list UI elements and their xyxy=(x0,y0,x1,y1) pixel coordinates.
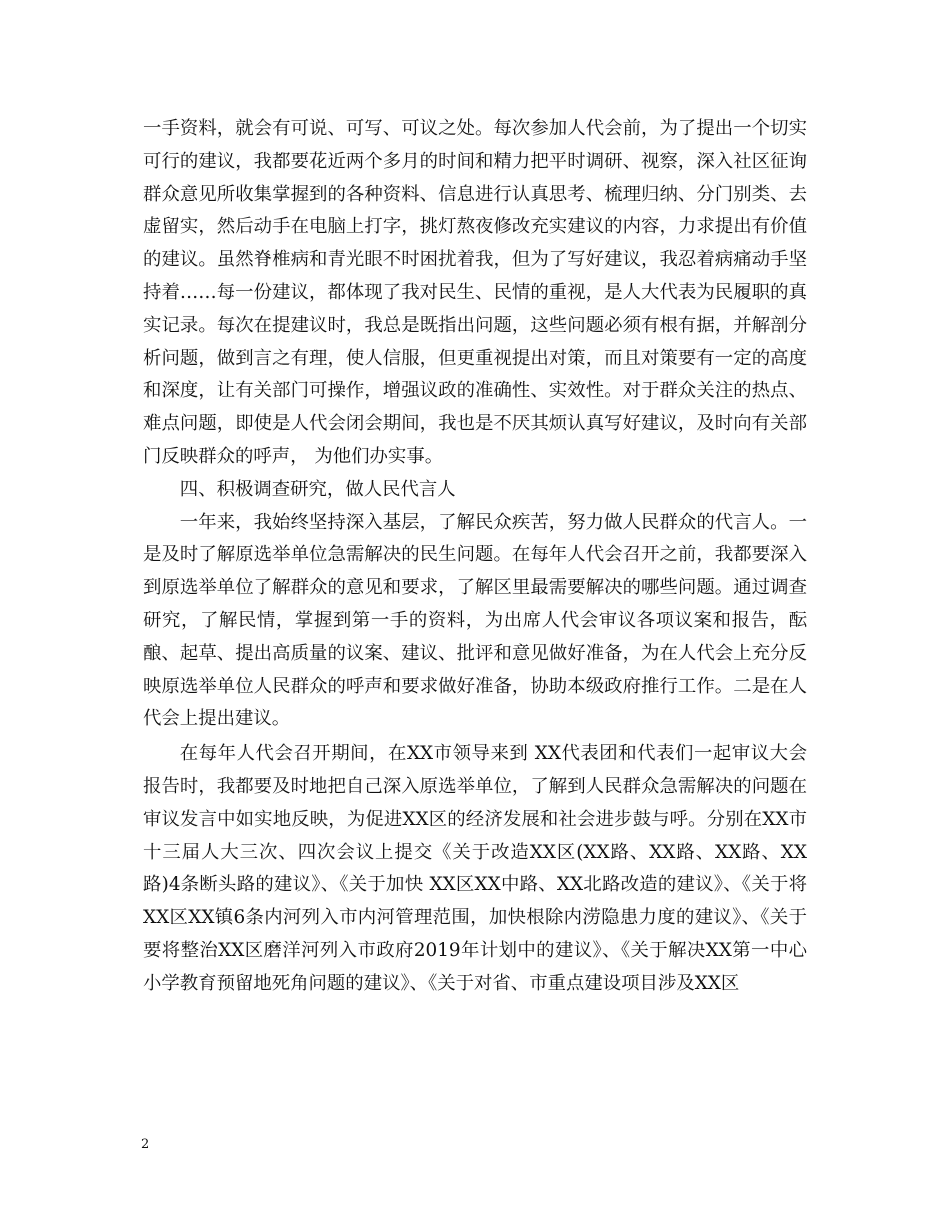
page-number: 2 xyxy=(141,1137,150,1152)
document-body xyxy=(143,113,807,1001)
paragraph-continuation: 一手资料，就会有可说、可写、可议之处。每次参加人代会前，为了提出一个切实可行的建议，我都要花近两个多月的时间和精力把平时调研、视察，深入社区征询群众意见所收集掌握到的各种资料、信息进行认真思考、梳理归纳、分门别类、去虚留实，然后动手在电脑上打字，挑灯熬夜修改充实建议的内容，力求提出有价值的建议。虽然脊椎病和青光眼不时困扰着我，但为了写好建议，我忍着病痛动手坚持着……每一份建议，都体现了我对民生、民情的重视，是人大代表为民履职的真实记录。每次在提建议时，我总是既指出问题，这些问题必须有根有据，并解剖分析问题，做到言之有理，使人信服，但更重视提出对策，而且对策要有一定的高度和深度，让有关部门可操作，增强议政的准确性、实效性。对于群众关注的热点、难点问题，即使是人代会闭会期间，我也是不厌其烦认真写好建议，及时向有关部门反映群众的呼声， 为他们办实事。 xyxy=(143,118,807,467)
paragraph-grassroots-research: 一年来，我始终坚持深入基层，了解民众疾苦，努力做人民群众的代言人。一是及时了解原选举单位急需解决的民生问题。在每年人代会召开之前，我都要深入到原选举单位了解群众的意见和要求，了解区里最需要解决的哪些问题。通过调查研究，了解民情，掌握到第一手的资料，为出席人代会审议各项议案和报告，酝酿、起草、提出高质量的议案、建议、批评和意见做好准备，为在人代会上充分反映原选举单位人民群众的呼声和要求做好准备，协助本级政府推行工作。二是在人代会上提出建议。 xyxy=(143,511,807,730)
section-heading-four: 四、积极调查研究，做人民代言人 xyxy=(179,478,456,500)
paragraph-congress-proposals: 在每年人代会召开期间，在XX市领导来到 XX代表团和代表们一起审议大会报告时，我都要及时地把自己深入原选举单位，了解到人民群众急需解决的问题在审议发言中如实地反映，为促进XX区的经济发展和社会进步鼓与呼。分别在XX市十三届人大三次、四次会议上提交《关于改造XX区(XX路、XX路、XX路、XX路)4条断头路的建议》、《关于加快 XX区XX中路、XX北路改造的建议》、《关于将XX区XX镇6条内河列入市内河管理范围，加快根除内涝隐患力度的建议》、《关于要将整治XX区磨洋河列入市政府2019年计划中的建议》、《关于解决XX第一中心小学教育预留地死角问题的建议》、《关于对省、市重点建设项目涉及XX区 xyxy=(143,743,807,994)
